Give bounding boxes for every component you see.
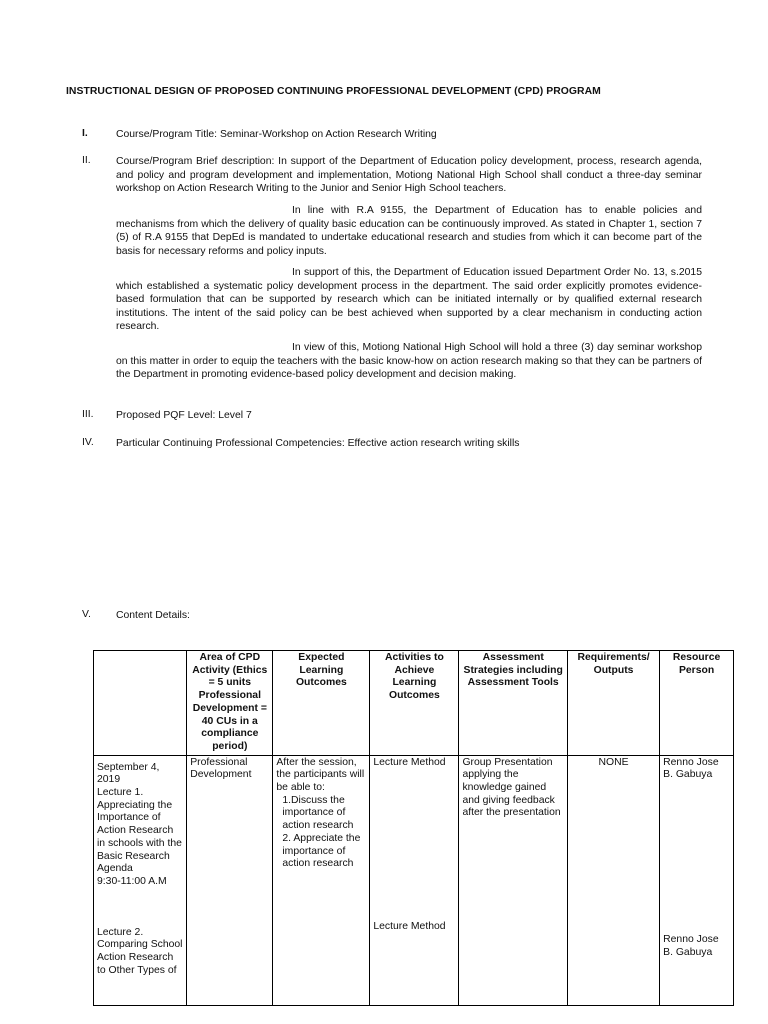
resource-person-2: Renno Jose B. Gabuya — [663, 934, 719, 958]
section-number-3: III. — [82, 409, 94, 420]
document-title: INSTRUCTIONAL DESIGN OF PROPOSED CONTINUING PROFESSIONAL DEVELOPMENT (CPD) PROGRAM — [66, 86, 601, 97]
section-number-4: IV. — [82, 437, 94, 448]
table-row — [94, 755, 734, 1005]
header-area: Area of CPD Activity (Ethics = 5 units Professional Development = 40 CUs in a compliance period) — [187, 651, 273, 756]
lecture-2-text: Lecture 2. Comparing School Action Research to Other Types of — [97, 926, 183, 976]
ra9155-paragraph: In line with R.A 9155, the Department of Education has to enable policies and mechanisms from which the delivery of quality basic education can be continuously improved. As stated in Chapter 1, section 7 (5) of R.A 9155 that DepEd is mandated to undertake educational research and studies from which it can become part of the basis for necessary reforms and policy inputs. — [116, 205, 702, 257]
header-resource: Resource Person — [660, 651, 734, 756]
table-header-row — [94, 651, 734, 756]
activities-cell — [370, 755, 459, 1005]
section-number-1: I. — [82, 128, 88, 139]
outcomes-cell — [273, 755, 370, 1005]
outcome-2: 2. Appreciate the importance of action research — [282, 832, 361, 870]
department-order-paragraph: In support of this, the Department of Education issued Department Order No. 13, s.2015 which established a systematic policy development process in the department. The said order explicitly promotes evidence-based formulation that can be supported by research which can be initiated internally or by qualified external research institutions. The intent of the said policy can be best achieved when supported by a clear mechanism in conducting action research. — [116, 267, 702, 332]
content-details-table — [93, 650, 734, 1006]
header-outcomes: Expected Learning Outcomes — [273, 651, 370, 756]
session-cell — [94, 755, 187, 1005]
area-cell: Professional Development — [187, 755, 273, 1005]
brief-description-paragraph: Course/Program Brief description: In support of the Department of Education policy development, process, research agenda, and policy and program development and implementation, Motiong National High School shall conduct a three-day seminar workshop on Action Research Writing to the Junior and Senior High School teachers. — [116, 156, 702, 194]
outcome-1: 1.Discuss the importance of action research — [282, 794, 354, 832]
activity-2: Lecture Method — [373, 921, 446, 933]
view-paragraph: In view of this, Motiong National High School will hold a three (3) day seminar workshop on this matter in order to equip the teachers with the basic know-how on action research making so that they can be partners of the Department in promoting evidence-based policy development and decision making. — [116, 342, 702, 380]
section-number-2: II. — [82, 155, 91, 166]
header-requirements: Requirements/ Outputs — [567, 651, 659, 756]
header-assessment: Assessment Strategies including Assessment Tools — [459, 651, 568, 756]
resource-cell — [660, 755, 734, 1005]
lecture-1-text: September 4, 2019 Lecture 1. Appreciating the Importance of Action Research in schools with the Basic Research Agenda 9:30-11:00 A.M — [97, 761, 182, 887]
outcomes-intro: After the session, the participants will be able to: — [276, 756, 365, 794]
header-activities: Activities to Achieve Learning Outcomes — [370, 651, 459, 756]
section-number-5: V. — [82, 609, 91, 620]
requirements-cell: NONE — [567, 755, 659, 1005]
content-details-label: Content Details: — [116, 610, 190, 621]
resource-person-1: Renno Jose B. Gabuya — [663, 756, 719, 781]
header-session — [94, 651, 187, 756]
competencies: Particular Continuing Professional Competencies: Effective action research writing skills — [116, 438, 520, 449]
course-title: Course/Program Title: Seminar-Workshop on Action Research Writing — [116, 129, 437, 140]
assessment-cell: Group Presentation applying the knowledge gained and giving feedback after the presentation — [459, 755, 568, 1005]
activity-1: Lecture Method — [373, 756, 446, 768]
pqf-level: Proposed PQF Level: Level 7 — [116, 410, 252, 421]
